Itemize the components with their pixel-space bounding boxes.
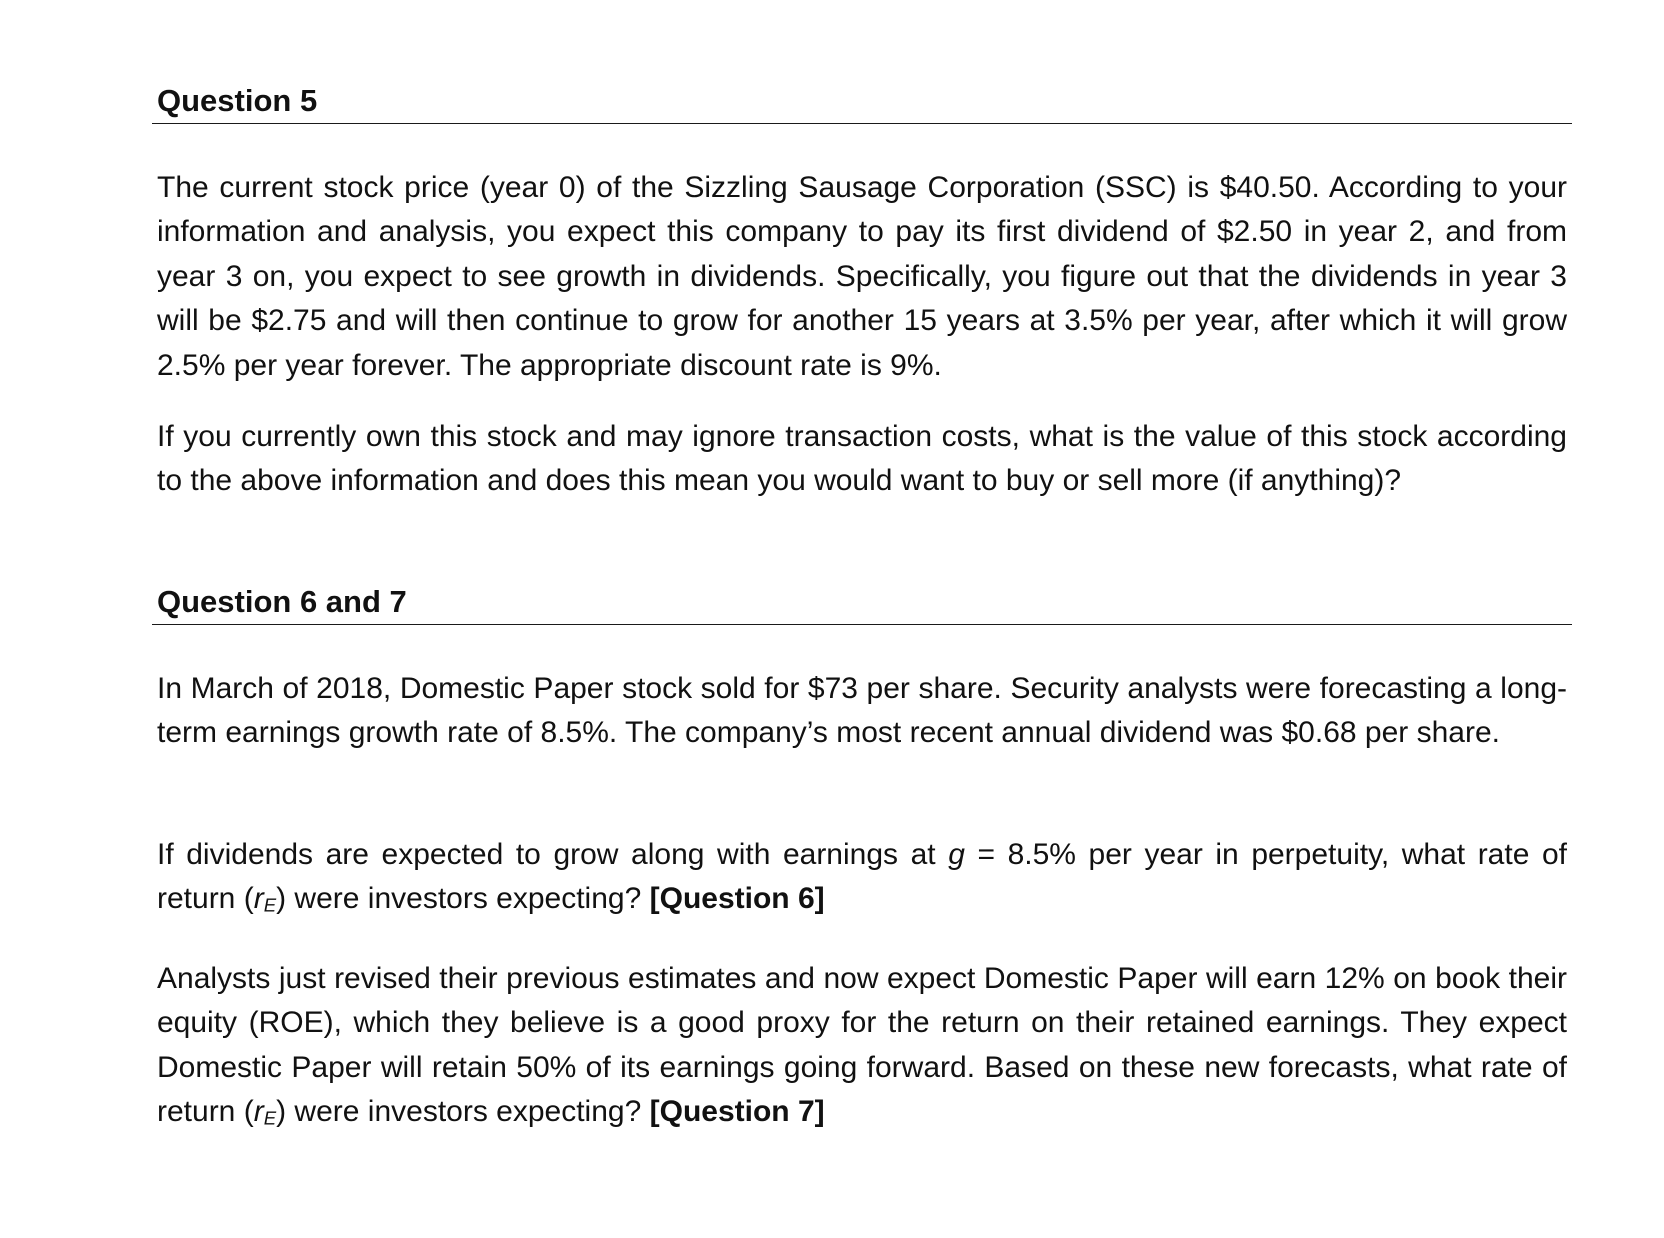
question-7-paragraph xyxy=(157,957,1567,1141)
question-5-rule xyxy=(152,123,1572,124)
question-5-paragraph-1: The current stock price (year 0) of the Sizzling Sausage Corporation (SSC) is $40.50. According to your information and analysis, you expect this company to pay its first dividend of $2.50 in year 2, and from year 3 on, you expect to see growth in dividends. Specifically, you figure out that the dividends in year 3 will be $2.75 and will then continue to grow for another 15 years at 3.5% per year, after which it will grow 2.5% per year forever. The appropriate discount rate is 9%. xyxy=(157,171,1567,382)
return-subscript: E xyxy=(263,1107,277,1129)
question-6-7-heading: Question 6 and 7 xyxy=(157,584,407,619)
question-6-text-1: If dividends are expected to grow along with earnings at xyxy=(157,838,949,871)
question-5-heading: Question 5 xyxy=(157,83,318,118)
question-6-7-paragraph-1: In March of 2018, Domestic Paper stock sold for $73 per share. Security analysts were forecasting a long-term earnings growth rate of 8.5%. The company’s most recent annual dividend was $0.68 per share. xyxy=(157,672,1567,750)
return-subscript: E xyxy=(263,894,277,916)
question-5-paragraph-2: If you currently own this stock and may ignore transaction costs, what is the value of this stock according to the above information and does this mean you would want to buy or sell more (if anything)? xyxy=(157,420,1567,498)
question-6-tag: [Question 6] xyxy=(649,882,825,916)
question-7-text-2: ) were investors expecting? xyxy=(276,1095,650,1129)
growth-variable: g xyxy=(948,838,965,871)
question-6-paragraph xyxy=(157,833,1567,928)
question-6-text-3: ) were investors expecting? xyxy=(276,882,650,916)
question-6-text-2: = 8.5% per year in perpetuity, what rate of return ( xyxy=(157,838,1567,916)
question-6-7-rule xyxy=(152,624,1572,625)
return-variable: r xyxy=(253,882,264,916)
question-7-tag: [Question 7] xyxy=(649,1095,825,1129)
return-variable: r xyxy=(253,1095,264,1129)
question-7-text-1: Analysts just revised their previous estimates and now expect Domestic Paper will earn 12% on book their equity (ROE), which they believe is a good proxy for the return on their retained earnings. They expect Domestic Paper will retain 50% of its earnings going forward. Based on these new forecasts, what rate of return ( xyxy=(157,962,1567,1129)
